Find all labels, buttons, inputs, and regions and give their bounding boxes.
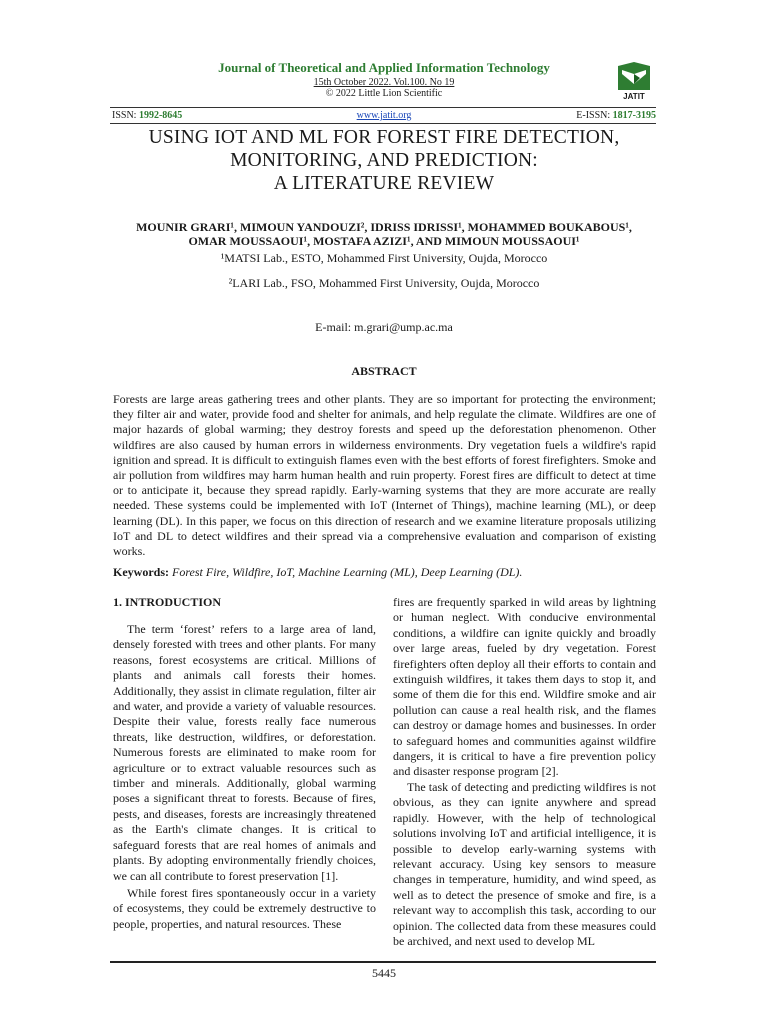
keywords [113,565,656,580]
paper-title [100,126,668,195]
copyright: © 2022 Little Lion Scientific [325,88,443,99]
title-line-2: MONITORING, AND PREDICTION: [230,150,538,171]
issue-date: 15th October 2022. Vol.100. No 19 [313,77,455,88]
authors-line-2: OMAR MOUSSAOUI¹, MOSTAFA AZIZI¹, AND MIMOUN MOUSSAOUI¹ [188,234,580,248]
issn-value: 1992-8645 [138,110,183,121]
header-rule-bottom [110,123,656,124]
page-number: 5445 [372,966,396,980]
paragraph: The task of detecting and predicting wildfires is not obvious, as they can ignite anywhere and spread rapidly. However, with the help of technological solutions involving IoT and artificial intelligence, it is possible to develop early-warning systems with relevant accuracy. Using key sensors to measure changes in temperature, humidity, and wind speed, as well as to detect the presence of smoke and fire, is a relevant way to accomplish this task, according to our opinion. The collected data from these measures could be archived, and next used to develop ML [393,779,656,948]
keywords-label: Keywords: [113,565,172,579]
issn-label: ISSN: [112,110,139,121]
keywords-list: Forest Fire, Wildfire, IoT, Machine Learning (ML), Deep Learning (DL). [172,565,523,579]
paragraph: fires are frequently sparked in wild areas by lightning or human neglect. With conducive environmental conditions, a wildfire can ignite quickly and broadly over large areas, fueled by dry vegetation. Forest firefighters often deploy all their efforts to contain and extinguish wildfires, it takes them days to stop it, and some of them die for this end. Wildfire smoke and air pollution can cause a real health risk, and the flames can destroy or damage homes and businesses. In order to safeguard homes and communities against wildfire dangers, it is critical to have a fire prevention policy and disaster response program [2]. [393,595,656,779]
eissn-label: E-ISSN: [576,110,613,121]
title-line-3: A LITERATURE REVIEW [273,173,495,194]
paragraph: While forest fires spontaneously occur in a variety of ecosystems, they could be extremely destructive to people, properties, and natural resources. These [113,885,376,931]
logo-text: JATIT [623,92,645,101]
authors-line-1: MOUNIR GRARI¹, MIMOUN YANDOUZI², IDRISS IDRISSI¹, MOHAMMED BOUKABOUS¹, [136,220,632,234]
affiliation-1: ¹MATSI Lab., ESTO, Mohammed First University, Oujda, Morocco [220,251,548,265]
eissn-value: 1817-3195 [612,110,656,121]
affiliation-2: ²LARI Lab., FSO, Mohammed First University, Oujda, Morocco [228,276,540,290]
website-link[interactable]: www.jatit.org [356,110,412,121]
authors [100,220,668,248]
eissn [576,110,656,121]
title-line-1: USING IOT AND ML FOR FOREST FIRE DETECTION, [148,127,620,148]
journal-title: Journal of Theoretical and Applied Information Technology [218,60,550,75]
paragraph: The term ‘forest’ refers to a large area of land, densely forested with trees and other plants. For many reasons, forest ecosystems are critical. Millions of plants and animals call forests their homes. Additionally, they assist in climate regulation, filter air and water, and provide a variety of valuable resources. Despite their value, forests really face numerous threats, like destruction, wildfires, or deforestation. Numerous forests are eliminated to make room for agriculture or to extract valuable resources such as timber and minerals. Additionally, global warming poses a significant threat to forests. Because of fires, pests, and diseases, forests are increasingly threatened as the Earth's climate changes. It is critical to safeguard forests that are real homes of animals and plants. By adopting environmentally friendly choices, we can all contribute to forest preservation [1]. [113,622,376,883]
email: E-mail: m.grari@ump.ac.ma [315,320,453,334]
body-column-right [393,595,656,949]
body-column-left [113,622,376,932]
footer-rule [110,961,656,963]
header-rule-top [110,107,656,108]
abstract-text: Forests are large areas gathering trees and other plants. They are so important for protecting the environment; they filter air and water, provide food and shelter for animals, and help regulate the climate. Wildfires are one of major hazards of global warming; they destroy forests and speed up the deforestation phenomenon. Other wildfires are also caused by human errors in wilderness environments. Dry vegetation fuels a wildfire's rapid ignition and spread. It is difficult to extinguish flames even with the best efforts of forest firefighters. Smoke and air pollution from wildfires may harm human health and ruin property. Forest fires are difficult to detect at time or to anticipate it, because they spread rapidly. Early-warning systems that they are more accurate are really needed. These systems could be implemented with IoT (Internet of Things), machine learning (ML), or deep learning (DL). In this paper, we focus on this direction of research and we examine literature proposals utilizing IoT and DL to detect wildfires and their spread via a comprehensive evaluation and comparison of existing works. [113,392,656,559]
section-heading-introduction: 1. INTRODUCTION [113,595,222,609]
abstract-heading: ABSTRACT [351,364,417,378]
